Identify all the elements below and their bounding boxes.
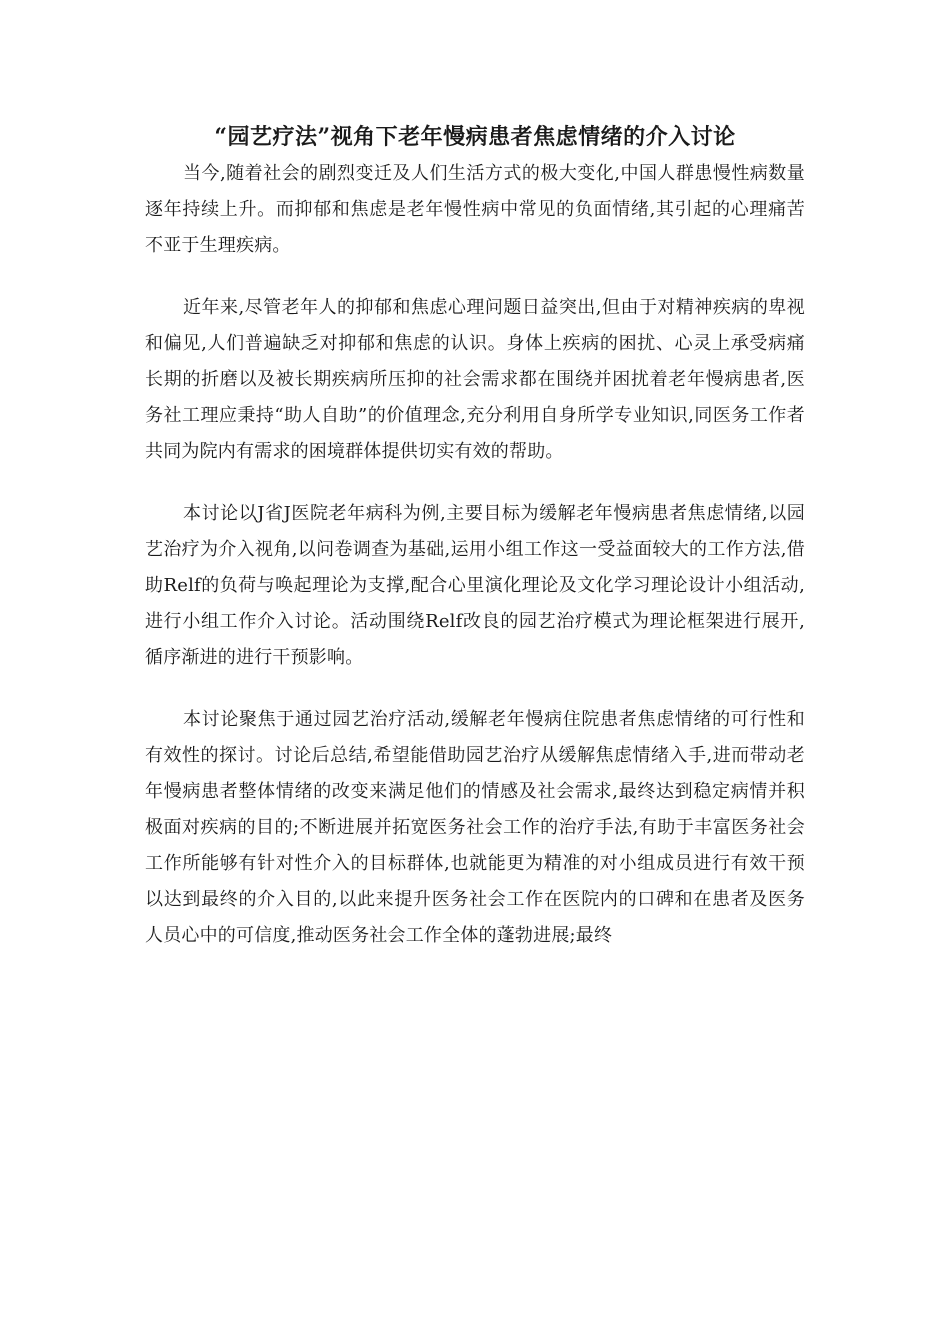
paragraph-1: 当今,随着社会的剧烈变迁及人们生活方式的极大变化,中国人群患慢性病数量逐年持续上升。而抑郁和焦虑是老年慢性病中常见的负面情绪,其引起的心理痛苦不亚于生理疾病。 — [145, 163, 805, 256]
document-body — [145, 156, 805, 980]
paragraph-2: 近年来,尽管老年人的抑郁和焦虑心理问题日益突出,但由于对精神疾病的卑视和偏见,人们普遍缺乏对抑郁和焦虑的认识。身体上疾病的困扰、心灵上承受病痛长期的折磨以及被长期疾病所压抑的社会需求都在围绕并困扰着老年慢病患者,医务社工理应秉持“助人自助”的价值理念,充分利用自身所学专业知识,同医务工作者共同为院内有需求的困境群体提供切实有效的帮助。 — [145, 297, 805, 462]
paragraph-4: 本讨论聚焦于通过园艺治疗活动,缓解老年慢病住院患者焦虑情绪的可行性和有效性的探讨。讨论后总结,希望能借助园艺治疗从缓解焦虑情绪入手,进而带动老年慢病患者整体情绪的改变来满足他们的情感及社会需求,最终达到稳定病情并积极面对疾病的目的;不断进展并拓宽医务社会工作的治疗手法,有助于丰富医务社会工作所能够有针对性介入的目标群体,也就能更为精准的对小组成员进行有效干预以达到最终的介入目的,以此来提升医务社会工作在医院内的口碑和在患者及医务人员心中的可信度,推动医务社会工作全体的蓬勃进展;最终 — [145, 709, 805, 946]
paragraph-3: 本讨论以J省J医院老年病科为例,主要目标为缓解老年慢病患者焦虑情绪,以园艺治疗为介入视角,以问卷调查为基础,运用小组工作这一受益面较大的工作方法,借助Relf的负荷与唤起理论为支撑,配合心里演化理论及文化学习理论设计小组活动,进行小组工作介入讨论。活动围绕Relf改良的园艺治疗模式为理论框架进行展开,循序渐进的进行干预影响。 — [145, 503, 805, 668]
document-title: “园艺疗法”视角下老年慢病患者焦虑情绪的介入讨论 — [214, 124, 736, 150]
